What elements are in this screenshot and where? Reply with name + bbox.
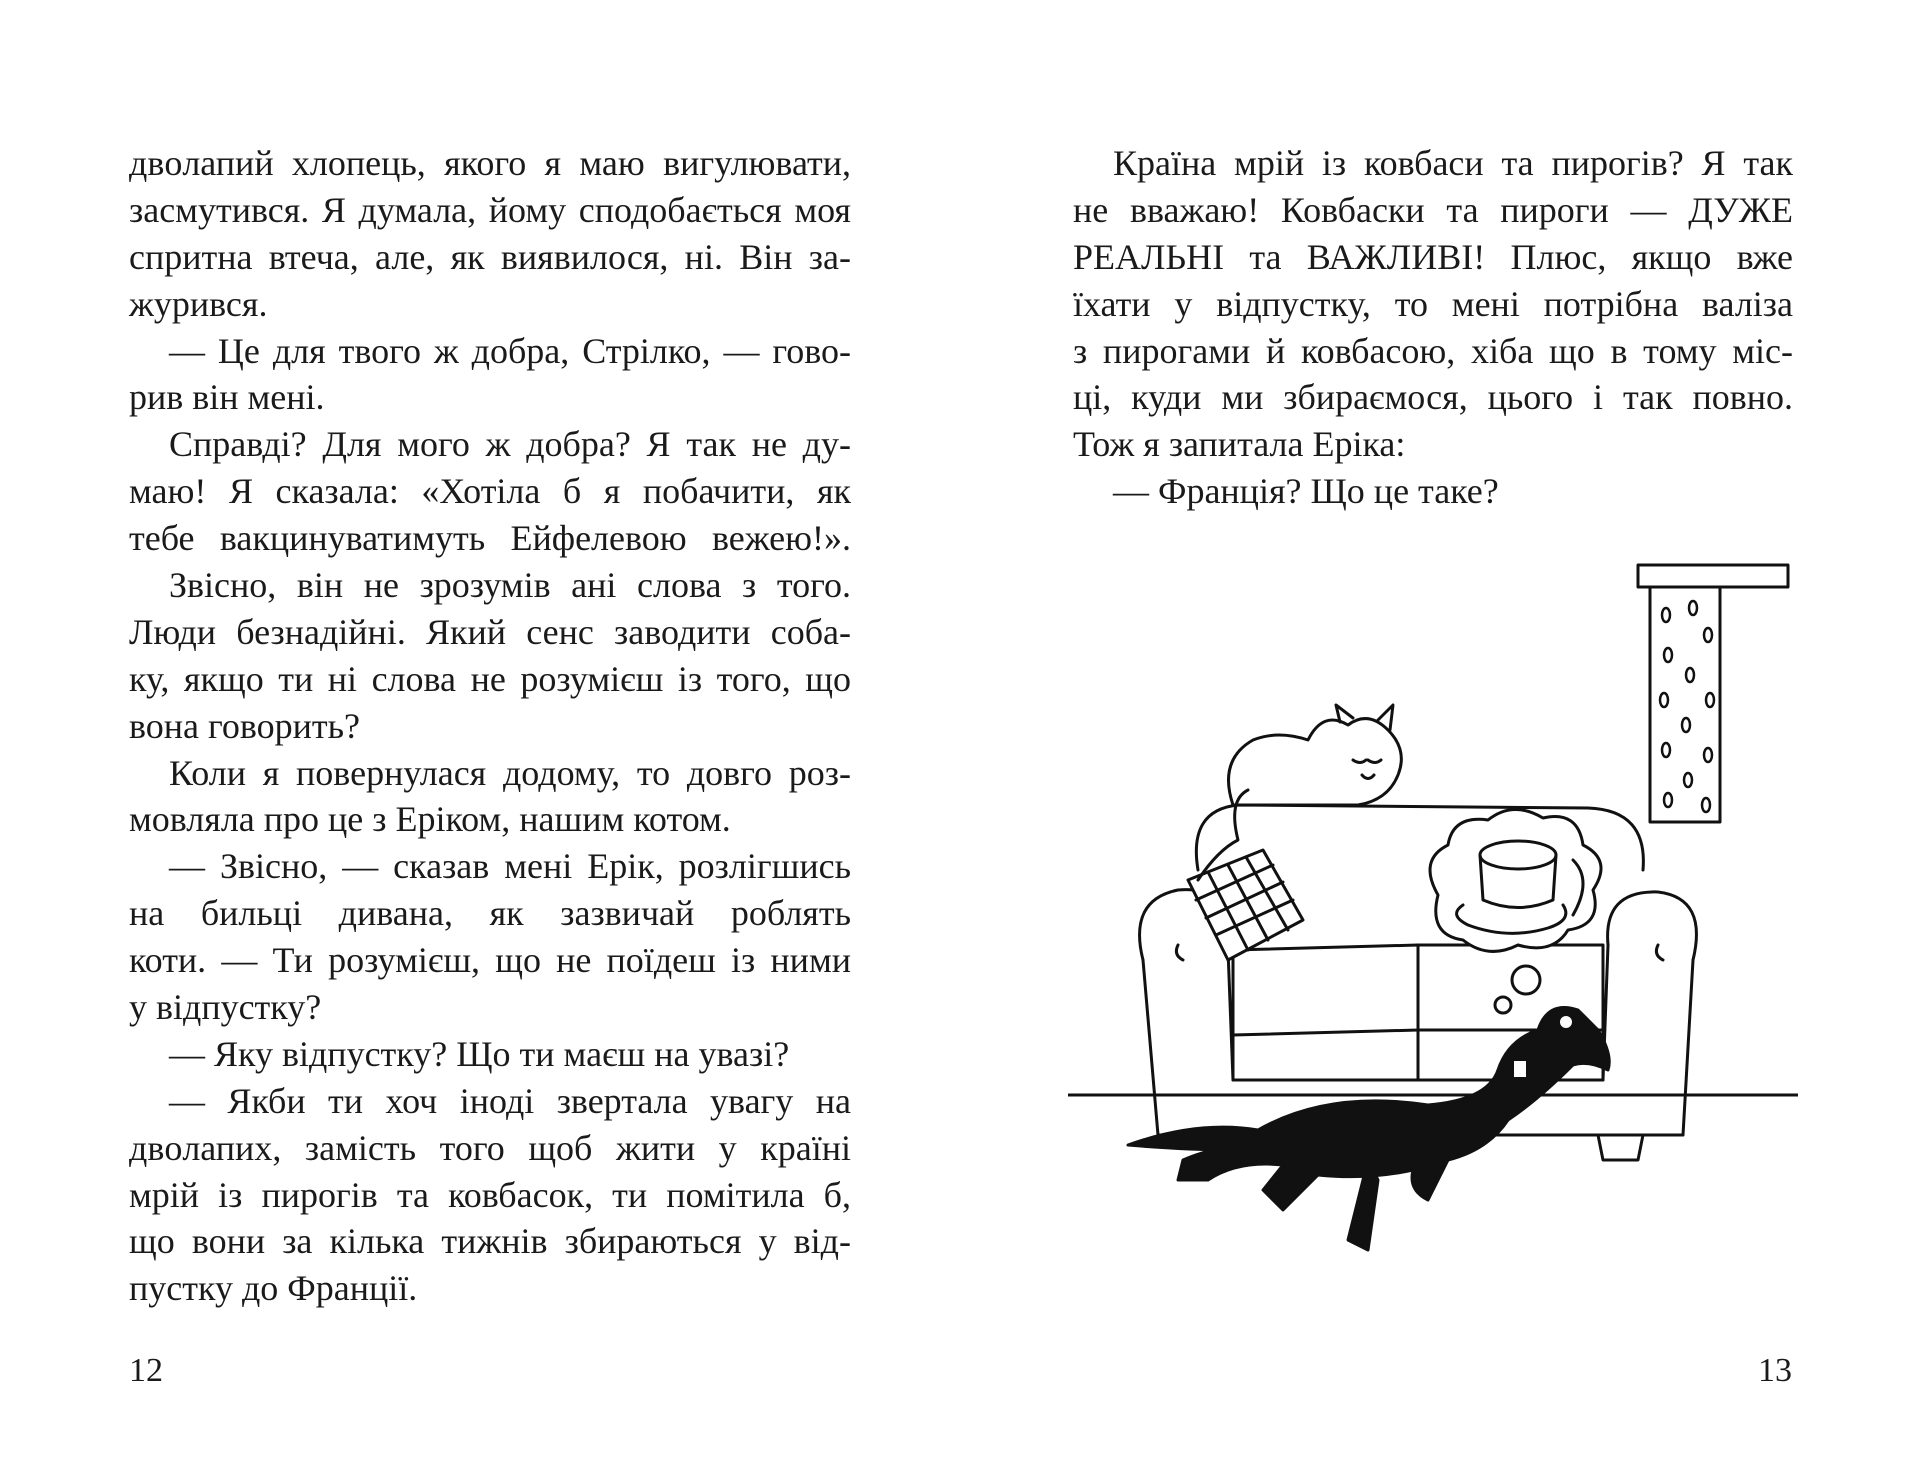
text-line: Справді? Для мого ж добра? Я так не ду-	[169, 424, 851, 465]
right-page-text	[1073, 140, 1793, 515]
text-line: двoлапих, замість того щоб жити у країні	[129, 1127, 851, 1168]
text-line: спритна втеча, але, як виявилося, ні. Він за-	[129, 236, 851, 277]
text-line: вона говорить?	[129, 705, 361, 746]
text-line: з пирогами й ковбасою, хіба що в тому міс-	[1073, 330, 1793, 371]
sofa-cat-dog-illustration	[1068, 560, 1798, 1300]
text-line: засмутився. Я думала, йому сподобається моя	[129, 189, 851, 230]
text-line: — Яку відпустку? Що ти маєш на увазі?	[169, 1033, 790, 1074]
text-line: Тож я запитала Еріка:	[1073, 424, 1406, 465]
text-line: мрій із пирогів та ковбасок, ти помітила б,	[129, 1174, 851, 1215]
thought-bubble-illustration	[1430, 809, 1601, 1013]
text-line: мовляла про це з Еріком, нашим котом.	[129, 799, 731, 840]
left-page-text	[129, 140, 851, 1312]
text-line: ці, куди ми збираємося, цього і так повно.	[1073, 377, 1793, 418]
text-line: маю! Я сказала: «Хотіла б я побачити, як	[129, 471, 851, 512]
text-line: що вони за кілька тижнів збираються у від-	[129, 1221, 851, 1262]
text-line: у відпустку?	[129, 987, 322, 1028]
text-line: тебе вакцинуватимуть Ейфелевою вежею!».	[129, 518, 851, 559]
text-line: рив він мені.	[129, 377, 325, 418]
text-line: — Це для твого ж добра, Стрілко, — гово-	[169, 330, 851, 371]
text-line: ку, якщо ти ні слова не розумієш із того, що	[129, 658, 851, 699]
lamp-illustration	[1638, 565, 1788, 822]
text-line: коти. — Ти розумієш, що не поїдеш із ними	[129, 940, 851, 981]
text-line: Звісно, він не зрозумів ані слова з того.	[169, 565, 851, 606]
dog-illustration	[1128, 1008, 1609, 1251]
text-line: їхати у відпустку, то мені потрібна валіза	[1073, 283, 1793, 324]
text-line: не вважаю! Ковбаски та пироги — ДУЖЕ	[1073, 189, 1793, 230]
text-line: Коли я повернулася додому, то довго роз-	[169, 752, 851, 793]
cat-illustration	[1198, 705, 1401, 880]
text-line: пустку до Франції.	[129, 1268, 418, 1309]
cushion-illustration	[1188, 850, 1303, 960]
text-line: на бильці дивана, як зазвичай роблять	[129, 893, 851, 934]
text-line: журився.	[129, 283, 268, 324]
page-number-right: 13	[1758, 1352, 1792, 1389]
text-line: — Якби ти хоч іноді звертала увагу на	[169, 1080, 851, 1121]
text-line: — Франція? Що це таке?	[1113, 471, 1499, 512]
text-line: двoлапий хлопець, якого я маю вигулювати,	[129, 143, 851, 183]
text-line: Країна мрій із ковбаси та пирогів? Я так	[1113, 143, 1793, 183]
text-line: Люди безнадійні. Який сенс заводити соба-	[129, 611, 851, 652]
text-line: — Звісно, — сказав мені Ерік, розлігшись	[169, 846, 851, 887]
text-line: РЕАЛЬНІ та ВАЖЛИВІ! Плюс, якщо вже	[1073, 236, 1793, 277]
page-number-left: 12	[129, 1352, 163, 1389]
